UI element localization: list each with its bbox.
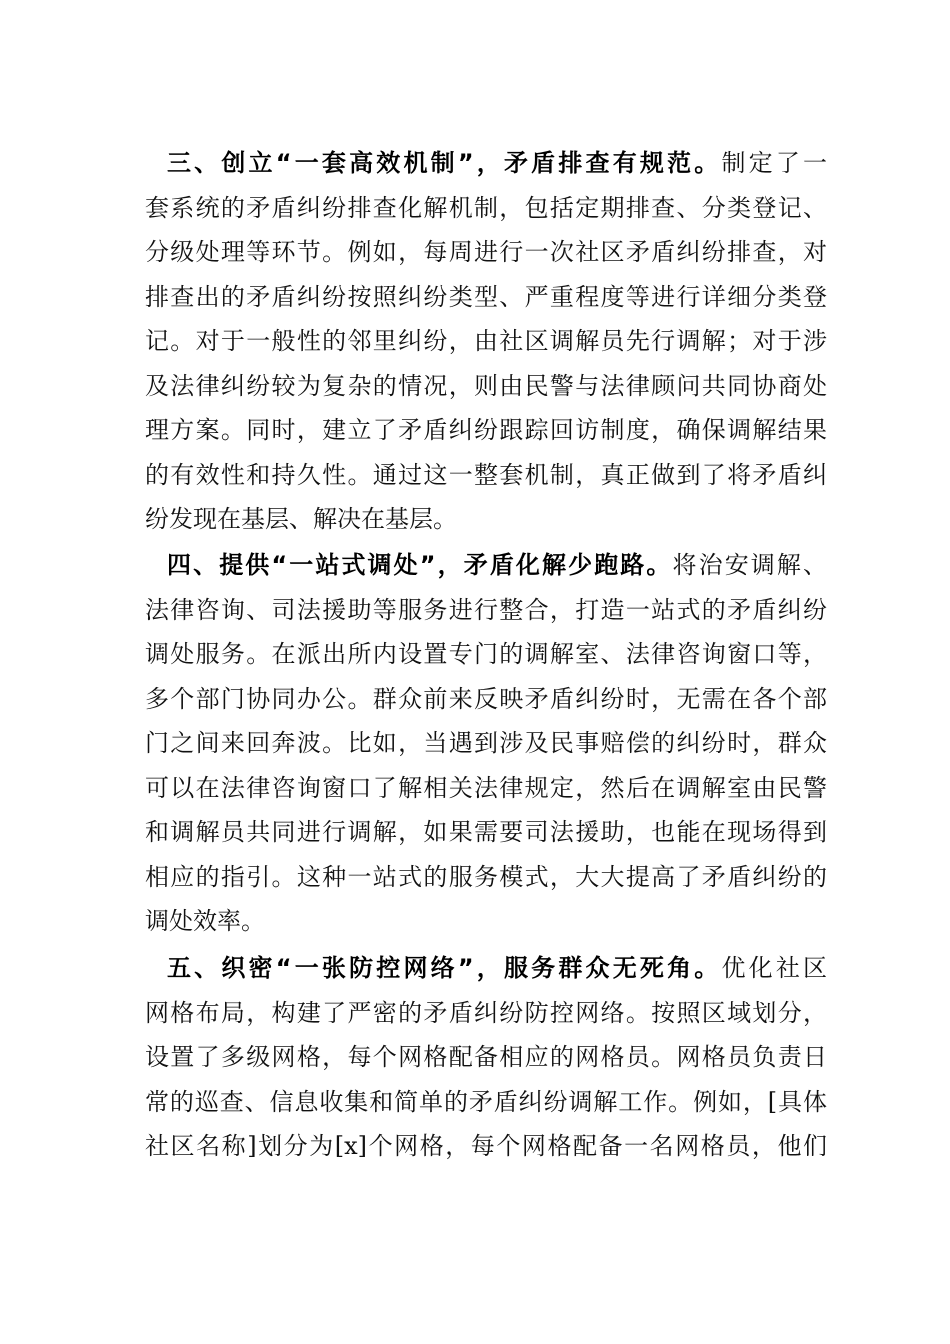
paragraph-section-3 [145,141,827,542]
section-heading: 四、提供“一站式调处”，矛盾化解少跑路。 [167,551,673,579]
body-text-line: 及法律纠纷较为复杂的情况，则由民警与法律顾问共同协商处 [145,371,827,400]
paragraph-first-line [167,543,827,588]
paragraph-first-line [167,141,827,186]
body-text-line: 理方案。同时，建立了矛盾纠纷跟踪回访制度，确保调解结果 [145,416,827,444]
paragraph-section-4 [145,543,827,944]
body-text: 制定了一 [721,149,827,177]
body-text-line: 社区名称]划分为[x]个网格，每个网格配备一名网格员，他们 [145,1132,827,1160]
body-text: 优化社区 [721,954,827,982]
body-text-line: 记。对于一般性的邻里纠纷，由社区调解员先行调解；对于涉 [145,327,827,355]
body-text-line: 相应的指引。这种一站式的服务模式，大大提高了矛盾纠纷的 [145,862,827,891]
body-text-line: 排查出的矛盾纠纷按照纠纷类型、严重程度等进行详细分类登 [145,282,827,311]
body-text-line: 套系统的矛盾纠纷排查化解机制，包括定期排查、分类登记、 [145,193,827,222]
body-text-line: 调处服务。在派出所内设置专门的调解室、法律咨询窗口等， [145,640,827,668]
body-text: 将治安调解、 [672,551,827,579]
body-text-line: 纷发现在基层、解决在基层。 [145,505,457,533]
body-text-line: 和调解员共同进行调解，如果需要司法援助，也能在现场得到 [145,818,827,846]
body-text-line: 的有效性和持久性。通过这一整套机制，真正做到了将矛盾纠 [145,460,827,489]
body-text-line: 设置了多级网格，每个网格配备相应的网格员。网格员负责日 [145,1043,827,1071]
body-text-line: 门之间来回奔波。比如，当遇到涉及民事赔偿的纠纷时，群众 [145,729,827,757]
body-text-line: 分级处理等环节。例如，每周进行一次社区矛盾纠纷排查，对 [145,238,827,266]
section-heading: 三、创立“一套高效机制”，矛盾排查有规范。 [167,149,722,177]
body-text-line: 网格布局，构建了严密的矛盾纠纷防控网络。按照区域划分， [145,998,827,1027]
body-text-line: 调处效率。 [145,907,265,935]
body-text-line: 可以在法律咨询窗口了解相关法律规定，然后在调解室由民警 [145,773,827,802]
paragraph-first-line [167,946,827,991]
paragraph-section-5 [145,946,827,1169]
section-heading: 五、织密“一张防控网络”，服务群众无死角。 [167,954,722,982]
body-text-line: 法律咨询、司法援助等服务进行整合，打造一站式的矛盾纠纷 [145,595,827,624]
body-text-line: 多个部门协同办公。群众前来反映矛盾纠纷时，无需在各个部 [145,684,827,713]
body-text-line: 常的巡查、信息收集和简单的矛盾纠纷调解工作。例如，[具体 [145,1087,827,1116]
